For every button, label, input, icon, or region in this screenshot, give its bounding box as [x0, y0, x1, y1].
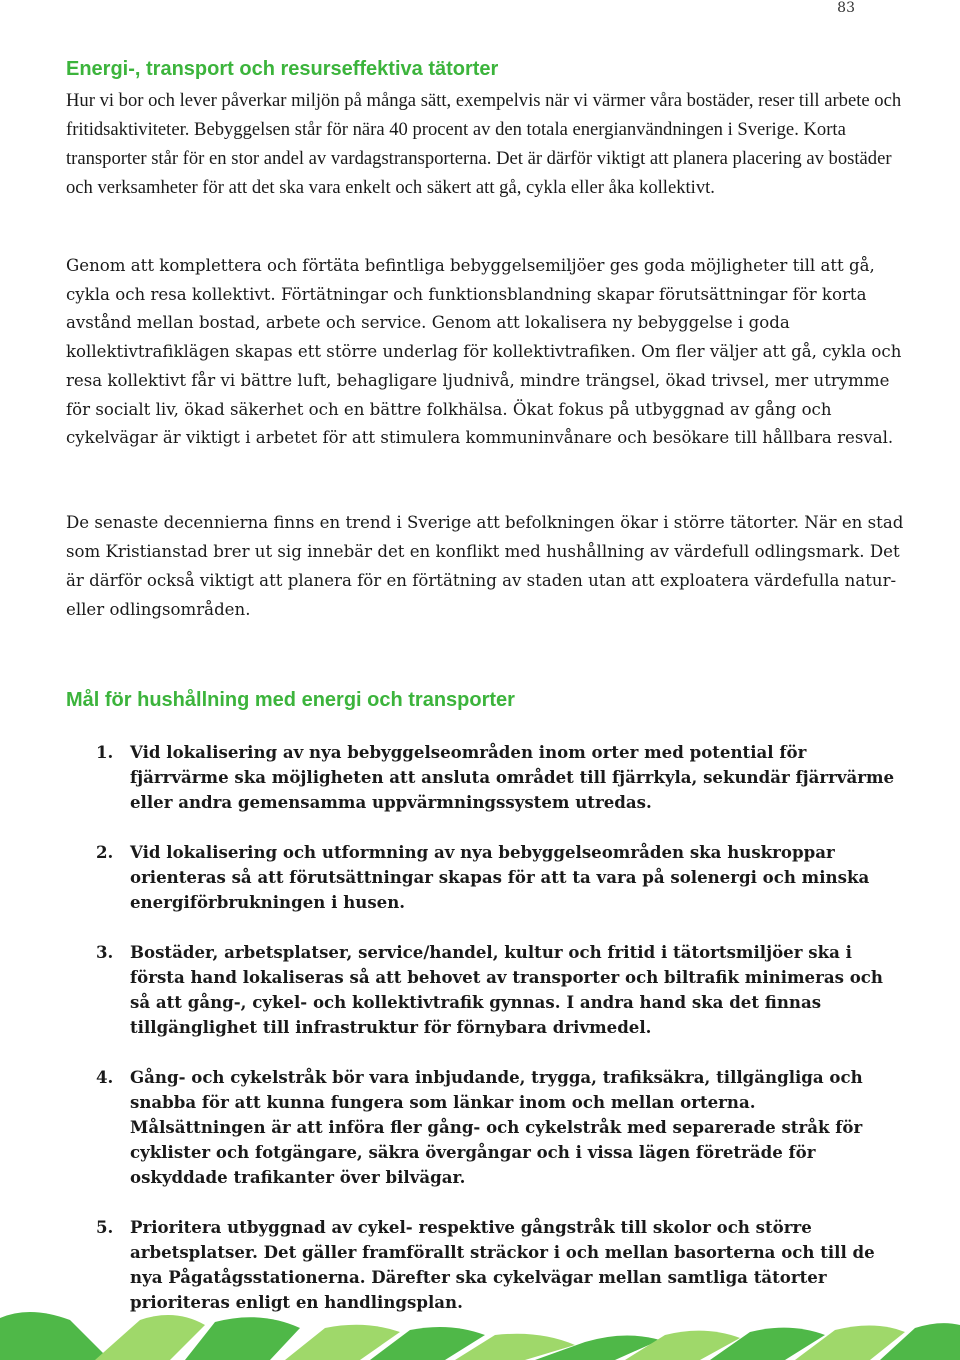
goal-text: Prioritera utbyggnad av cykel- respektive gångstråk till skolor och större arbetsplatser. Det gäller framförallt sträckor i och mellan basorterna och till de nya Pågatågsstationerna. Därefter ska cykelvägar mellan samtliga tätorter prioriteras enligt en handlingsplan. — [130, 1217, 875, 1312]
goal-item-3 — [96, 940, 896, 1040]
goals-list — [96, 740, 896, 1340]
goal-number: 4. — [96, 1067, 114, 1087]
paragraph-population-trend: De senaste decennierna finns en trend i Sverige att befolkningen ökar i större tätorter. När en stad som Kristianstad brer ut sig innebär det en konflikt med hushållning av värdefull odlingsmark. Det är därför också viktigt att planera för en förtätning av staden utan att exploatera värdefulla natur- eller odlingsområden. — [66, 513, 904, 619]
section-heading-energy: Energi-, transport och resurseffektiva tätorter — [66, 58, 499, 80]
goal-text: Vid lokalisering och utformning av nya bebyggelseområden ska huskroppar orienteras så att förutsättningar skapas för att ta vara på solenergi och minska energiförbrukningen i husen. — [130, 842, 870, 912]
goal-number: 1. — [96, 742, 114, 762]
footer-shapes — [0, 1312, 960, 1360]
section-heading-goals: Mål för hushållning med energi och transporter — [66, 689, 515, 711]
goal-number: 2. — [96, 842, 114, 862]
goal-item-2 — [96, 840, 896, 915]
goal-item-1 — [96, 740, 896, 815]
goal-text: Bostäder, arbetsplatser, service/handel, kultur och fritid i tätortsmiljöer ska i första hand lokaliseras så att behovet av transporter och biltrafik minimeras och så att gång-, cykel- och kollektivtrafik gynnas. I andra hand ska det finnas tillgänglighet till infrastruktur för förnybara drivmedel. — [130, 942, 883, 1037]
decorative-footer-band — [0, 1300, 960, 1360]
goal-text: Vid lokalisering av nya bebyggelseområden inom orter med potential för fjärrvärme ska möjligheten att ansluta området till fjärrkyla, sekundär fjärrvärme eller andra gemensamma uppvärmningssystem utredas. — [130, 742, 895, 812]
goal-item-4 — [96, 1065, 896, 1190]
goal-number: 5. — [96, 1217, 114, 1237]
goal-number: 3. — [96, 942, 114, 962]
paragraph-intro: Hur vi bor och lever påverkar miljön på många sätt, exempelvis när vi värmer våra bostäder, reser till arbete och fritidsaktiviteter. Bebyggelsen står för nära 40 procent av den totala energianvändningen i Sverige. Korta transporter står för en stor andel av vardagstransporterna. Det är därför viktigt att planera placering av bostäder och verksamheter för att det ska vara enkelt och säkert att gå, cykla eller åka kollektivt. — [66, 90, 902, 198]
paragraph-densification: Genom att komplettera och förtäta befintliga bebyggelsemiljöer ges goda möjligheter till att gå, cykla och resa kollektivt. Förtätningar och funktionsblandning skapar förutsättningar för korta avstånd mellan bostad, arbete och service. Genom att lokalisera ny bebyggelse i goda kollektivtrafiklägen skapas ett större underlag för kollektivtrafiken. Om fler väljer att gå, cykla och resa kollektivt får vi bättre luft, behagligare ljudnivå, mindre trängsel, ökad trivsel, mer utrymme för socialt liv, ökad säkerhet och en bättre folkhälsa. Ökat fokus på utbyggnad av gång och cykelvägar är viktigt i arbetet för att stimulera kommuninvånare och besökare till hållbara resval. — [66, 256, 902, 448]
goal-text: Gång- och cykelstråk bör vara inbjudande, trygga, trafiksäkra, tillgängliga och snabba för att kunna fungera som länkar inom och mellan orterna. Målsättningen är att införa fler gång- och cykelstråk med separerade stråk för cyklister och fotgängare, säkra övergångar och i vissa lägen företräde för oskyddade trafikanter över bilvägar. — [130, 1067, 863, 1187]
page-number: 83 — [837, 0, 855, 16]
